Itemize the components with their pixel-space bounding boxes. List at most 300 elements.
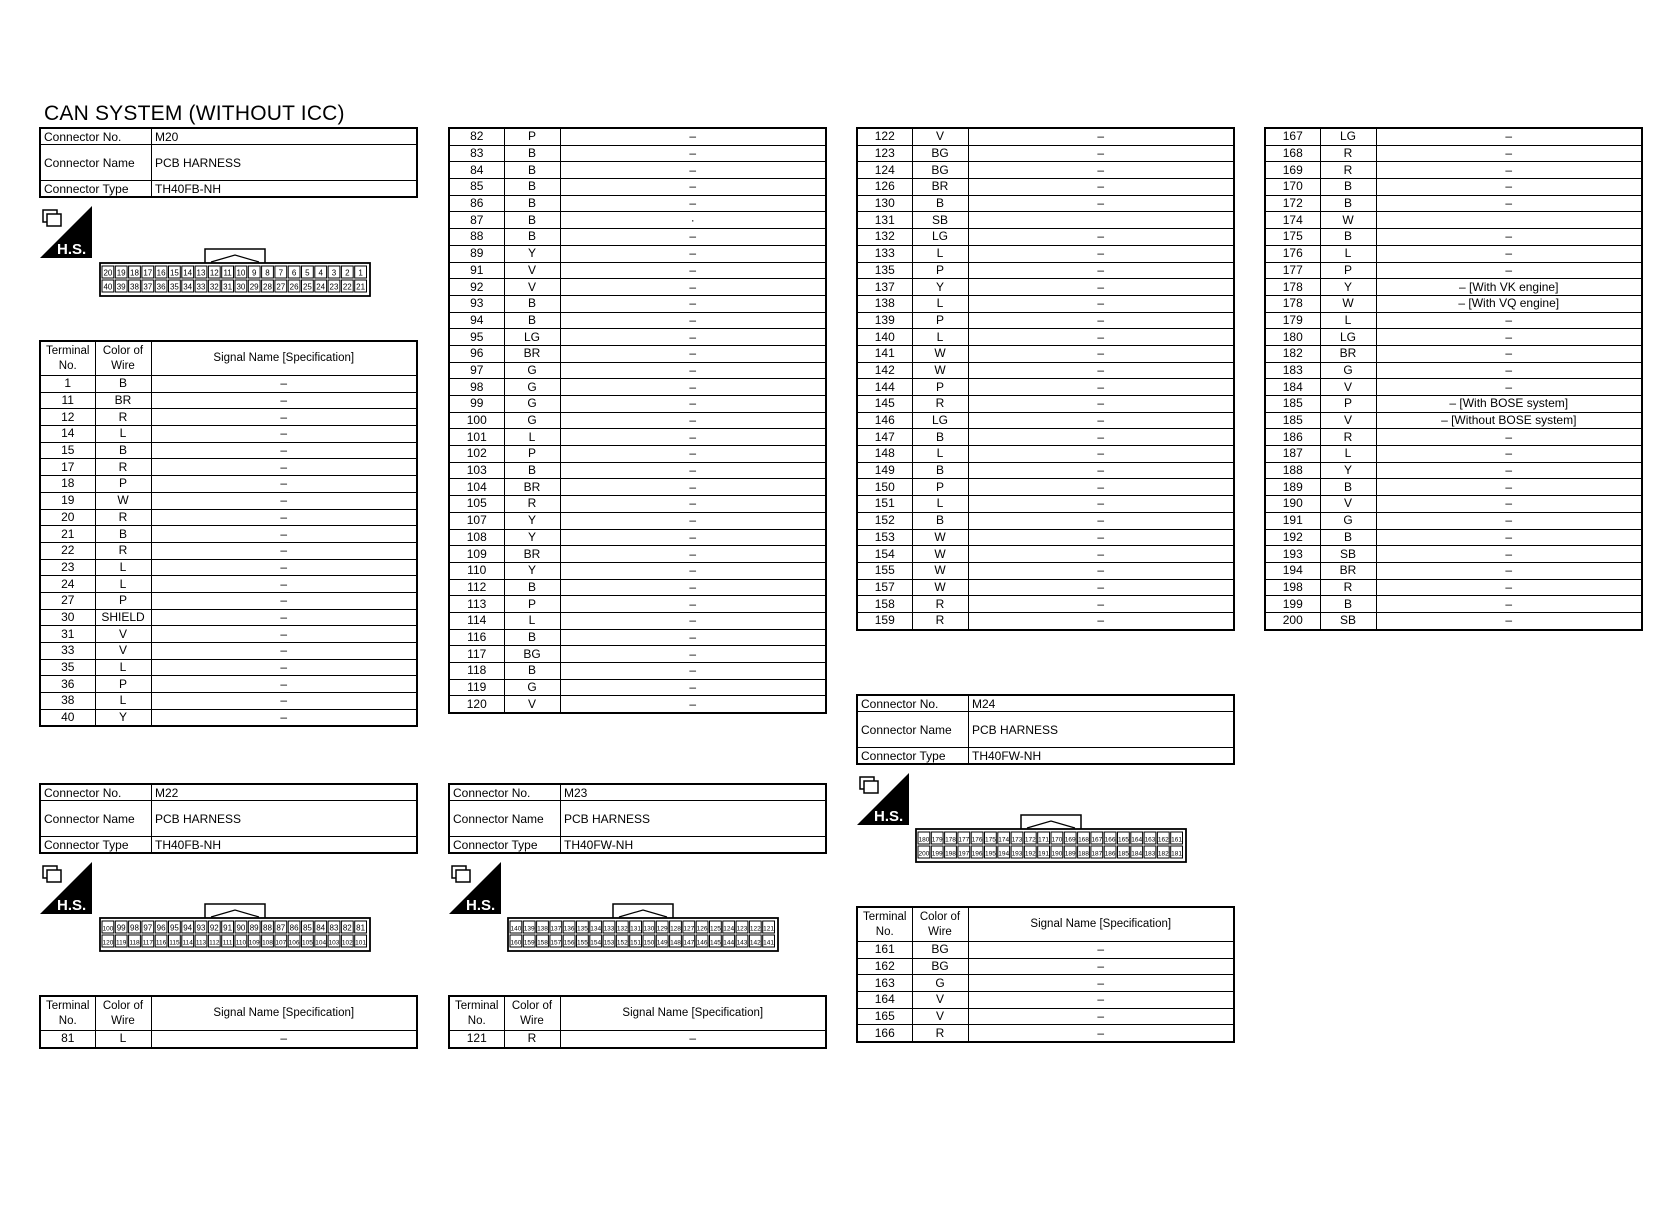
signal-cell: – bbox=[560, 679, 826, 696]
signal-cell: – bbox=[1376, 546, 1642, 563]
hs-icon bbox=[40, 206, 92, 258]
table-row bbox=[857, 596, 1234, 613]
table-row bbox=[449, 479, 826, 496]
signal-cell: – bbox=[1376, 446, 1642, 463]
signal-cell: – bbox=[968, 162, 1234, 179]
pin-number: 119 bbox=[116, 939, 127, 947]
pin-number: 166 bbox=[1104, 836, 1116, 844]
signal-cell: – bbox=[560, 329, 826, 346]
signal-cell: – bbox=[560, 312, 826, 329]
pin-number: 153 bbox=[603, 939, 615, 947]
pin-number: 22 bbox=[342, 282, 352, 292]
color-cell: Y bbox=[1320, 462, 1376, 479]
table-row bbox=[857, 412, 1234, 429]
terminal-table-m20 bbox=[39, 340, 418, 727]
connector-face bbox=[507, 903, 779, 953]
color-cell: L bbox=[1320, 446, 1376, 463]
color-cell: Y bbox=[912, 279, 968, 296]
table-row bbox=[449, 562, 826, 579]
table-row bbox=[1265, 262, 1642, 279]
pin-number: 143 bbox=[736, 939, 748, 947]
signal-cell: – bbox=[560, 546, 826, 563]
terminal-cell: 130 bbox=[857, 195, 912, 212]
signal-cell: – bbox=[560, 128, 826, 145]
signal-cell: – bbox=[1376, 429, 1642, 446]
terminal-cell: 107 bbox=[449, 512, 504, 529]
terminal-cell: 161 bbox=[857, 942, 912, 959]
connector-no-value: M24 bbox=[969, 695, 1235, 712]
terminal-cell: 178 bbox=[1265, 295, 1320, 312]
terminal-cell: 92 bbox=[449, 279, 504, 296]
table-row bbox=[449, 1031, 826, 1048]
terminal-cell: 157 bbox=[857, 579, 912, 596]
terminal-cell: 140 bbox=[857, 329, 912, 346]
color-cell: L bbox=[1320, 312, 1376, 329]
color-cell: W bbox=[912, 345, 968, 362]
connector-face-m24 bbox=[915, 814, 1187, 869]
signal-cell: – bbox=[968, 412, 1234, 429]
table-row bbox=[1265, 462, 1642, 479]
color-cell: B bbox=[504, 229, 560, 246]
pin-number: 89 bbox=[249, 923, 259, 933]
terminal-cell: 132 bbox=[857, 229, 912, 246]
pin-number: 160 bbox=[510, 939, 522, 947]
pin-number: 35 bbox=[169, 282, 179, 292]
table-row bbox=[857, 195, 1234, 212]
pin-number: 134 bbox=[590, 925, 602, 933]
terminal-cell: 191 bbox=[1265, 512, 1320, 529]
pin-number: 199 bbox=[931, 850, 943, 858]
table-row bbox=[449, 162, 826, 179]
pin-number: 123 bbox=[736, 925, 748, 933]
color-cell: G bbox=[1320, 362, 1376, 379]
signal-cell: – bbox=[560, 446, 826, 463]
color-cell: P bbox=[504, 446, 560, 463]
table-row bbox=[449, 245, 826, 262]
terminal-cell: 148 bbox=[857, 446, 912, 463]
connector-face bbox=[99, 903, 371, 953]
pin-number: 183 bbox=[1144, 850, 1156, 858]
table-row bbox=[449, 195, 826, 212]
color-cell: R bbox=[504, 496, 560, 513]
pin-number: 141 bbox=[763, 939, 775, 947]
signal-cell: – bbox=[560, 379, 826, 396]
pin-number: 192 bbox=[1024, 850, 1036, 858]
signal-cell bbox=[968, 212, 1234, 229]
pin-number: 135 bbox=[576, 925, 588, 933]
pin-number: 34 bbox=[183, 282, 193, 292]
pin-number: 136 bbox=[563, 925, 575, 933]
pin-number: 13 bbox=[196, 268, 206, 278]
connector-info-m22 bbox=[39, 783, 418, 854]
color-cell: V bbox=[1320, 379, 1376, 396]
signal-cell: – bbox=[1376, 329, 1642, 346]
pin-number: 111 bbox=[222, 939, 233, 947]
table-row bbox=[857, 958, 1234, 975]
signal-cell: – bbox=[1376, 496, 1642, 513]
terminal-cell: 141 bbox=[857, 345, 912, 362]
color-cell: BG bbox=[504, 646, 560, 663]
color-cell: R bbox=[95, 409, 151, 426]
terminal-cell: 126 bbox=[857, 179, 912, 196]
signal-cell: – bbox=[1376, 562, 1642, 579]
pin-number: 179 bbox=[931, 836, 943, 844]
table-row bbox=[857, 295, 1234, 312]
signal-cell: – bbox=[1376, 512, 1642, 529]
terminal-table bbox=[856, 906, 1235, 1043]
table-row bbox=[449, 629, 826, 646]
connector-face bbox=[915, 814, 1187, 864]
pin-number: 105 bbox=[301, 939, 313, 947]
pin-number: 137 bbox=[550, 925, 562, 933]
terminal-cell: 88 bbox=[449, 229, 504, 246]
pin-number: 85 bbox=[302, 923, 312, 933]
color-cell: L bbox=[95, 559, 151, 576]
pin-number: 172 bbox=[1024, 836, 1036, 844]
color-cell: B bbox=[912, 512, 968, 529]
terminal-cell: 109 bbox=[449, 546, 504, 563]
color-cell: P bbox=[95, 592, 151, 609]
terminal-table-m24-continued bbox=[1264, 127, 1643, 631]
table-row bbox=[40, 626, 417, 643]
color-cell: BR bbox=[912, 179, 968, 196]
signal-cell: – bbox=[560, 663, 826, 680]
terminal-cell: 172 bbox=[1265, 195, 1320, 212]
table-row bbox=[1265, 396, 1642, 413]
color-cell: B bbox=[504, 162, 560, 179]
terminal-cell: 81 bbox=[40, 1031, 95, 1048]
terminal-cell: 99 bbox=[449, 396, 504, 413]
signal-cell: – bbox=[560, 596, 826, 613]
connector-name-value: PCB HARNESS bbox=[152, 145, 418, 181]
terminal-cell: 147 bbox=[857, 429, 912, 446]
terminal-table-m23 bbox=[448, 995, 827, 1049]
signal-cell: – bbox=[560, 396, 826, 413]
signal-cell: – bbox=[968, 279, 1234, 296]
terminal-header: Terminal No. bbox=[449, 996, 504, 1031]
terminal-table bbox=[856, 127, 1235, 631]
table-row bbox=[857, 546, 1234, 563]
signal-cell: – bbox=[560, 579, 826, 596]
pin-number: 116 bbox=[155, 939, 167, 947]
table-row bbox=[449, 145, 826, 162]
color-cell: L bbox=[504, 612, 560, 629]
signal-cell: – bbox=[560, 496, 826, 513]
terminal-cell: 146 bbox=[857, 412, 912, 429]
terminal-cell: 116 bbox=[449, 629, 504, 646]
pin-number: 40 bbox=[103, 282, 113, 292]
color-cell: R bbox=[912, 612, 968, 629]
connector-type-label: Connector Type bbox=[40, 181, 152, 198]
terminal-cell: 123 bbox=[857, 145, 912, 162]
signal-cell: – bbox=[560, 512, 826, 529]
color-cell: B bbox=[1320, 229, 1376, 246]
terminal-cell: 24 bbox=[40, 576, 95, 593]
color-cell: B bbox=[504, 195, 560, 212]
signal-cell: – [Without BOSE system] bbox=[1376, 412, 1642, 429]
color-cell: L bbox=[1320, 245, 1376, 262]
signal-cell: – bbox=[560, 646, 826, 663]
terminal-cell: 98 bbox=[449, 379, 504, 396]
signal-cell: – bbox=[560, 562, 826, 579]
pin-number: 147 bbox=[683, 939, 695, 947]
table-row bbox=[449, 663, 826, 680]
table-row bbox=[857, 345, 1234, 362]
color-header: Color of Wire bbox=[95, 341, 151, 376]
pin-number: 39 bbox=[116, 282, 126, 292]
table-row bbox=[857, 1025, 1234, 1042]
signal-cell: – bbox=[1376, 145, 1642, 162]
pin-number: 91 bbox=[223, 923, 233, 933]
pin-number: 117 bbox=[142, 939, 153, 947]
terminal-cell: 194 bbox=[1265, 562, 1320, 579]
signal-cell: – bbox=[968, 529, 1234, 546]
color-cell: LG bbox=[1320, 329, 1376, 346]
color-cell: G bbox=[912, 975, 968, 992]
table-row bbox=[857, 429, 1234, 446]
terminal-cell: 145 bbox=[857, 396, 912, 413]
table-row bbox=[449, 462, 826, 479]
pin-number: 92 bbox=[209, 923, 219, 933]
terminal-table bbox=[39, 340, 418, 727]
pin-number: 6 bbox=[291, 268, 297, 278]
color-cell: BR bbox=[1320, 345, 1376, 362]
signal-cell: – bbox=[151, 526, 417, 543]
color-cell: W bbox=[1320, 295, 1376, 312]
table-row bbox=[449, 696, 826, 713]
signal-cell: – bbox=[151, 376, 417, 393]
signal-cell: – bbox=[560, 479, 826, 496]
table-row bbox=[40, 526, 417, 543]
terminal-cell: 185 bbox=[1265, 396, 1320, 413]
pin-number: 12 bbox=[209, 268, 219, 278]
pin-number: 188 bbox=[1078, 850, 1089, 858]
signal-cell: – bbox=[1376, 312, 1642, 329]
pin-number: 23 bbox=[329, 282, 339, 292]
color-cell: R bbox=[95, 459, 151, 476]
terminal-cell: 84 bbox=[449, 162, 504, 179]
pin-number: 9 bbox=[251, 268, 257, 278]
terminal-cell: 150 bbox=[857, 479, 912, 496]
color-cell: BR bbox=[504, 479, 560, 496]
pin-number: 148 bbox=[670, 939, 681, 947]
table-row bbox=[449, 362, 826, 379]
terminal-cell: 96 bbox=[449, 345, 504, 362]
terminal-cell: 176 bbox=[1265, 245, 1320, 262]
table-row bbox=[857, 245, 1234, 262]
signal-cell: – bbox=[1376, 462, 1642, 479]
color-cell: V bbox=[912, 128, 968, 145]
color-cell: R bbox=[912, 596, 968, 613]
color-cell: B bbox=[504, 212, 560, 229]
terminal-cell: 17 bbox=[40, 459, 95, 476]
color-cell: BG bbox=[912, 162, 968, 179]
signal-cell: – bbox=[968, 512, 1234, 529]
pin-number: 177 bbox=[958, 836, 970, 844]
pin-number: 198 bbox=[945, 850, 956, 858]
color-cell: P bbox=[912, 312, 968, 329]
signal-cell: – bbox=[968, 1008, 1234, 1025]
terminal-cell: 95 bbox=[449, 329, 504, 346]
pin-number: 24 bbox=[316, 282, 326, 292]
color-cell: G bbox=[504, 679, 560, 696]
pin-number: 101 bbox=[355, 939, 367, 947]
color-cell: G bbox=[504, 396, 560, 413]
pin-number: 184 bbox=[1131, 850, 1143, 858]
signal-cell: – bbox=[1376, 128, 1642, 145]
pin-number: 186 bbox=[1104, 850, 1116, 858]
color-cell: P bbox=[912, 479, 968, 496]
pin-number: 138 bbox=[537, 925, 548, 933]
signal-cell: – bbox=[968, 396, 1234, 413]
color-cell: P bbox=[1320, 262, 1376, 279]
color-cell: Y bbox=[95, 709, 151, 726]
color-cell: SHIELD bbox=[95, 609, 151, 626]
signal-cell: – bbox=[151, 576, 417, 593]
terminal-cell: 137 bbox=[857, 279, 912, 296]
terminal-cell: 193 bbox=[1265, 546, 1320, 563]
pin-number: 157 bbox=[550, 939, 562, 947]
pin-number: 87 bbox=[276, 923, 286, 933]
connector-no-label: Connector No. bbox=[449, 784, 561, 801]
table-row bbox=[40, 643, 417, 660]
connector-info-m20 bbox=[39, 127, 418, 198]
terminal-cell: 103 bbox=[449, 462, 504, 479]
color-cell: P bbox=[1320, 396, 1376, 413]
color-cell: B bbox=[504, 295, 560, 312]
pin-number: 33 bbox=[196, 282, 206, 292]
table-row bbox=[1265, 579, 1642, 596]
pin-number: 112 bbox=[209, 939, 220, 947]
svg-text:H.S.: H.S. bbox=[466, 897, 496, 914]
signal-cell: – bbox=[1376, 262, 1642, 279]
signal-cell: – bbox=[1376, 596, 1642, 613]
pin-number: 122 bbox=[749, 925, 761, 933]
color-cell: B bbox=[1320, 596, 1376, 613]
terminal-cell: 86 bbox=[449, 195, 504, 212]
signal-cell: – bbox=[968, 429, 1234, 446]
terminal-cell: 163 bbox=[857, 975, 912, 992]
pin-number: 93 bbox=[196, 923, 206, 933]
color-cell: B bbox=[1320, 195, 1376, 212]
signal-cell: – bbox=[968, 379, 1234, 396]
color-cell: R bbox=[912, 1025, 968, 1042]
table-row bbox=[1265, 179, 1642, 196]
terminal-cell: 102 bbox=[449, 446, 504, 463]
table-row bbox=[40, 409, 417, 426]
color-cell: Y bbox=[504, 512, 560, 529]
signal-cell: – bbox=[560, 529, 826, 546]
pin-number: 176 bbox=[971, 836, 983, 844]
pin-number: 174 bbox=[998, 836, 1010, 844]
signal-cell: – bbox=[968, 1025, 1234, 1042]
table-row bbox=[1265, 479, 1642, 496]
signal-cell: – bbox=[1376, 179, 1642, 196]
color-cell: LG bbox=[912, 229, 968, 246]
color-cell: B bbox=[1320, 179, 1376, 196]
pin-number: 26 bbox=[289, 282, 299, 292]
color-header: Color of Wire bbox=[504, 996, 560, 1031]
signal-cell: – bbox=[968, 462, 1234, 479]
pin-number: 121 bbox=[763, 925, 775, 933]
signal-cell: – [With VK engine] bbox=[1376, 279, 1642, 296]
pin-number: 14 bbox=[183, 268, 193, 278]
signal-cell: – bbox=[560, 629, 826, 646]
pin-number: 84 bbox=[316, 923, 326, 933]
signal-cell: – bbox=[968, 245, 1234, 262]
table-row bbox=[40, 709, 417, 726]
table-row bbox=[449, 295, 826, 312]
pin-number: 171 bbox=[1038, 836, 1050, 844]
pin-number: 149 bbox=[656, 939, 668, 947]
pin-number: 127 bbox=[683, 925, 695, 933]
terminal-cell: 151 bbox=[857, 496, 912, 513]
terminal-cell: 122 bbox=[857, 128, 912, 145]
terminal-table-m22 bbox=[39, 995, 418, 1049]
connector-type-value: TH40FB-NH bbox=[152, 181, 418, 198]
pin-number: 165 bbox=[1117, 836, 1129, 844]
table-row bbox=[857, 379, 1234, 396]
terminal-cell: 22 bbox=[40, 542, 95, 559]
pin-number: 107 bbox=[275, 939, 287, 947]
table-row bbox=[1265, 546, 1642, 563]
color-cell: B bbox=[504, 179, 560, 196]
connector-name-value: PCB HARNESS bbox=[561, 801, 827, 837]
terminal-cell: 1 bbox=[40, 376, 95, 393]
pin-number: 158 bbox=[537, 939, 548, 947]
color-cell: L bbox=[95, 426, 151, 443]
terminal-cell: 33 bbox=[40, 643, 95, 660]
signal-cell: – bbox=[968, 958, 1234, 975]
terminal-cell: 189 bbox=[1265, 479, 1320, 496]
signal-cell: – bbox=[151, 609, 417, 626]
signal-cell: – bbox=[968, 579, 1234, 596]
color-cell: B bbox=[912, 462, 968, 479]
terminal-cell: 94 bbox=[449, 312, 504, 329]
color-cell: LG bbox=[1320, 128, 1376, 145]
terminal-cell: 133 bbox=[857, 245, 912, 262]
color-cell: P bbox=[95, 676, 151, 693]
signal-cell: – bbox=[1376, 162, 1642, 179]
signal-cell: – bbox=[151, 542, 417, 559]
signal-cell: – bbox=[151, 709, 417, 726]
table-row bbox=[857, 1008, 1234, 1025]
pin-number: 32 bbox=[209, 282, 219, 292]
table-row bbox=[1265, 496, 1642, 513]
signal-header: Signal Name [Specification] bbox=[151, 341, 417, 376]
terminal-header: Terminal No. bbox=[40, 996, 95, 1031]
table-row bbox=[40, 542, 417, 559]
terminal-cell: 19 bbox=[40, 492, 95, 509]
terminal-cell: 118 bbox=[449, 663, 504, 680]
terminal-cell: 11 bbox=[40, 392, 95, 409]
signal-cell: – bbox=[1376, 612, 1642, 629]
table-row bbox=[1265, 312, 1642, 329]
pin-number: 102 bbox=[341, 939, 353, 947]
terminal-cell: 97 bbox=[449, 362, 504, 379]
signal-cell: – bbox=[968, 262, 1234, 279]
color-cell: B bbox=[504, 579, 560, 596]
terminal-table bbox=[1264, 127, 1643, 631]
terminal-cell: 108 bbox=[449, 529, 504, 546]
table-row bbox=[449, 646, 826, 663]
terminal-cell: 149 bbox=[857, 462, 912, 479]
connector-name-label: Connector Name bbox=[40, 145, 152, 181]
pin-number: 88 bbox=[263, 923, 272, 933]
color-cell: SB bbox=[912, 212, 968, 229]
connector-type-value: TH40FW-NH bbox=[561, 837, 827, 854]
connector-name-label: Connector Name bbox=[857, 712, 969, 748]
